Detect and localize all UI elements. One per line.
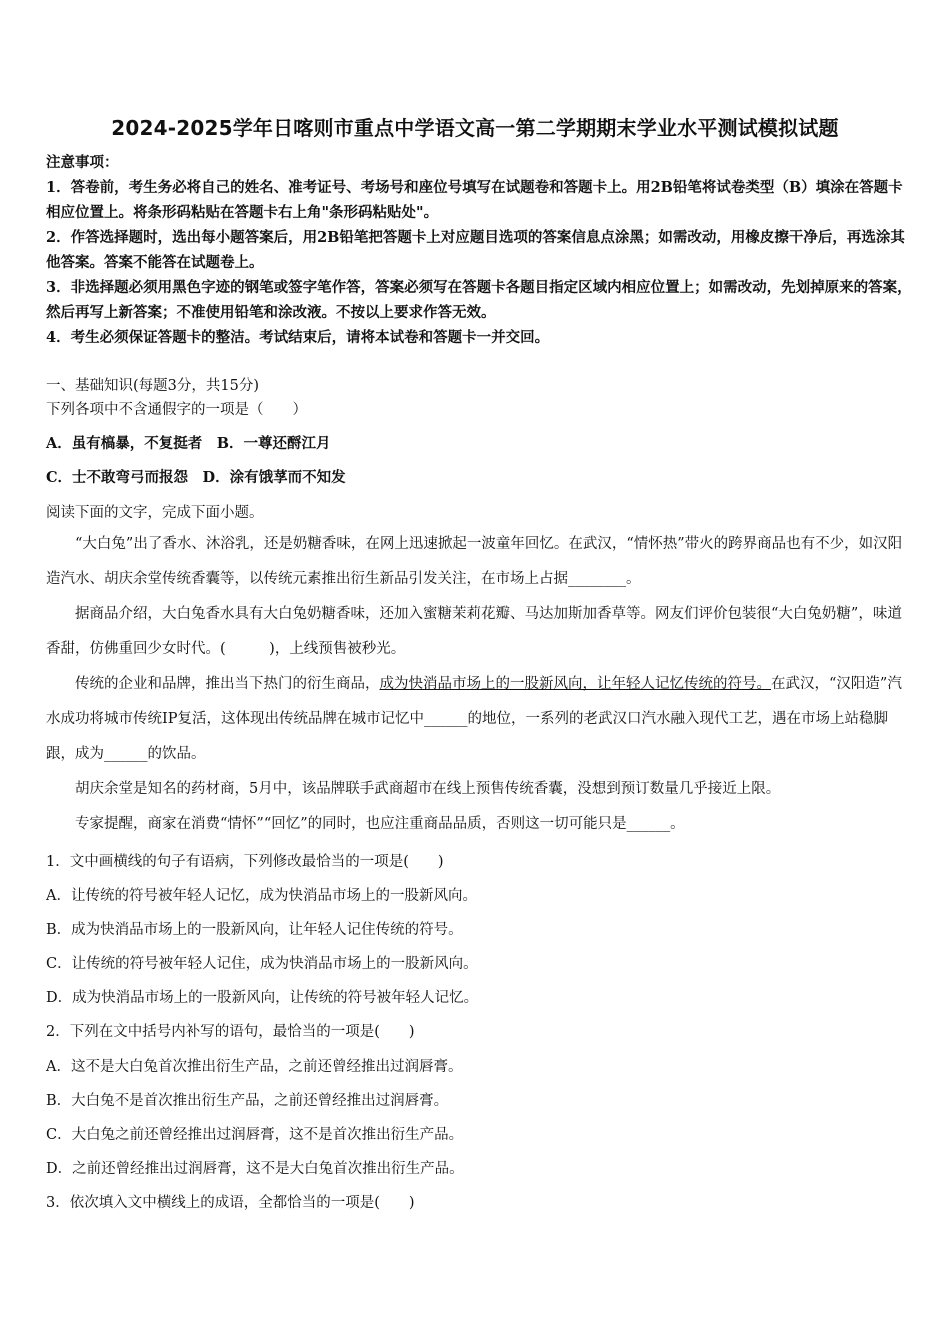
question-2-option-b: B．大白兔不是首次推出衍生产品，之前还曾经推出过润唇膏。 [46, 1093, 449, 1109]
passage-paragraph-2: 据商品介绍，大白兔香水具有大白兔奶糖香味，还加入蜜糖茉莉花瓣、马达加斯加香草等。网友们评价包装很“大白兔奶糖”，味道香甜，仿佛重回少女时代。( )，上线预售被秒光。 [46, 606, 902, 657]
notice-heading: 注意事项： [46, 154, 119, 171]
passage-paragraph-4: 胡庆余堂是知名的药材商，5月中，该品牌联手武商超市在线上预售传统香囊，没想到预订数量几乎接近上限。 [75, 781, 781, 797]
question-2-option-a: A．这不是大白兔首次推出衍生产品，之前还曾经推出过润唇膏。 [46, 1059, 463, 1075]
passage-paragraph-1: “大白兔”出了香水、沐浴乳，还是奶糖香味，在网上迅速掀起一波童年回忆。在武汉，“情怀热”带火的跨界商品也有不少，如汉阳造汽水、胡庆余堂传统香囊等，以传统元素推出衍生新品引发关注，在市场上占据________。 [46, 536, 903, 587]
notice-item-1: 1．答卷前，考生务必将自己的姓名、准考证号、考场号和座位号填写在试题卷和答题卡上。用2B铅笔将试卷类型（B）填涂在答题卡相应位置上。将条形码粘贴在答题卡右上角"条形码粘贴处"。 [46, 179, 903, 221]
notice-item-3: 3．非选择题必须用黑色字迹的钢笔或签字笔作答，答案必须写在答题卡各题目指定区域内相应位置上；如需改动，先划掉原来的答案，然后再写上新答案；不准使用铅笔和涂改液。不按以上要求作答无效。 [46, 279, 912, 321]
question-2: 2．下列在文中括号内补写的语句，最恰当的一项是( ) [46, 1024, 415, 1040]
section1-question: 下列各项中不含通假字的一项是（ ） [46, 402, 307, 418]
question-1-option-b: B．成为快消品市场上的一股新风向，让年轻人记住传统的符号。 [46, 922, 463, 938]
page-title: 2024-2025学年日喀则市重点中学语文高一第二学期期末学业水平测试模拟试题 [111, 116, 839, 140]
notice-item-2: 2．作答选择题时，选出每小题答案后，用2B铅笔把答题卡上对应题目选项的答案信息点涂黑；如需改动，用橡皮擦干净后，再选涂其他答案。答案不能答在试题卷上。 [46, 229, 905, 271]
notice-item-4: 4．考生必须保证答题卡的整洁。考试结束后，请将本试卷和答题卡一并交回。 [46, 329, 550, 346]
question-2-option-d: D．之前还曾经推出过润唇膏，这不是大白兔首次推出衍生产品。 [46, 1161, 464, 1177]
question-1-option-d: D．成为快消品市场上的一股新风向，让传统的符号被年轻人记忆。 [46, 990, 479, 1006]
section1-options-row1: A．虽有槁暴，不复挺者 B．一尊还酹江月 [46, 435, 331, 452]
reading-passage [46, 527, 914, 842]
passage-paragraph-3 [46, 667, 914, 772]
question-1: 1．文中画横线的句子有语病，下列修改最恰当的一项是( ) [46, 854, 444, 870]
question-3: 3．依次填入文中横线上的成语，全都恰当的一项是( ) [46, 1195, 415, 1211]
section1-heading: 一、基础知识(每题3分，共15分) [46, 378, 259, 394]
p3-after: 在武汉，“汉阳造”汽水成功将城市传统IP复活，这体现出传统品牌在城市记忆中______的地位，一系列的老武汉口汽水融入现代工艺，遇在市场上站稳脚跟，成为______的饮品。 [46, 676, 902, 762]
reading-intro: 阅读下面的文字，完成下面小题。 [46, 505, 264, 521]
question-1-option-c: C．让传统的符号被年轻人记住，成为快消品市场上的一股新风向。 [46, 956, 478, 972]
notice-block [46, 150, 914, 350]
underlined-sentence: 成为快消品市场上的一股新风向，让年轻人记忆传统的符号。 [379, 676, 771, 692]
passage-paragraph-5: 专家提醒，商家在消费“情怀”“回忆”的同时，也应注重商品品质，否则这一切可能只是______。 [75, 816, 685, 832]
section1-options-row2: C．士不敢弯弓而报怨 D．涂有饿莩而不知发 [46, 469, 346, 486]
question-1-option-a: A．让传统的符号被年轻人记忆，成为快消品市场上的一股新风向。 [46, 888, 477, 904]
p3-before: 传统的企业和品牌，推出当下热门的衍生商品， [75, 676, 380, 692]
question-2-option-c: C．大白兔之前还曾经推出过润唇膏，这不是首次推出衍生产品。 [46, 1127, 464, 1143]
